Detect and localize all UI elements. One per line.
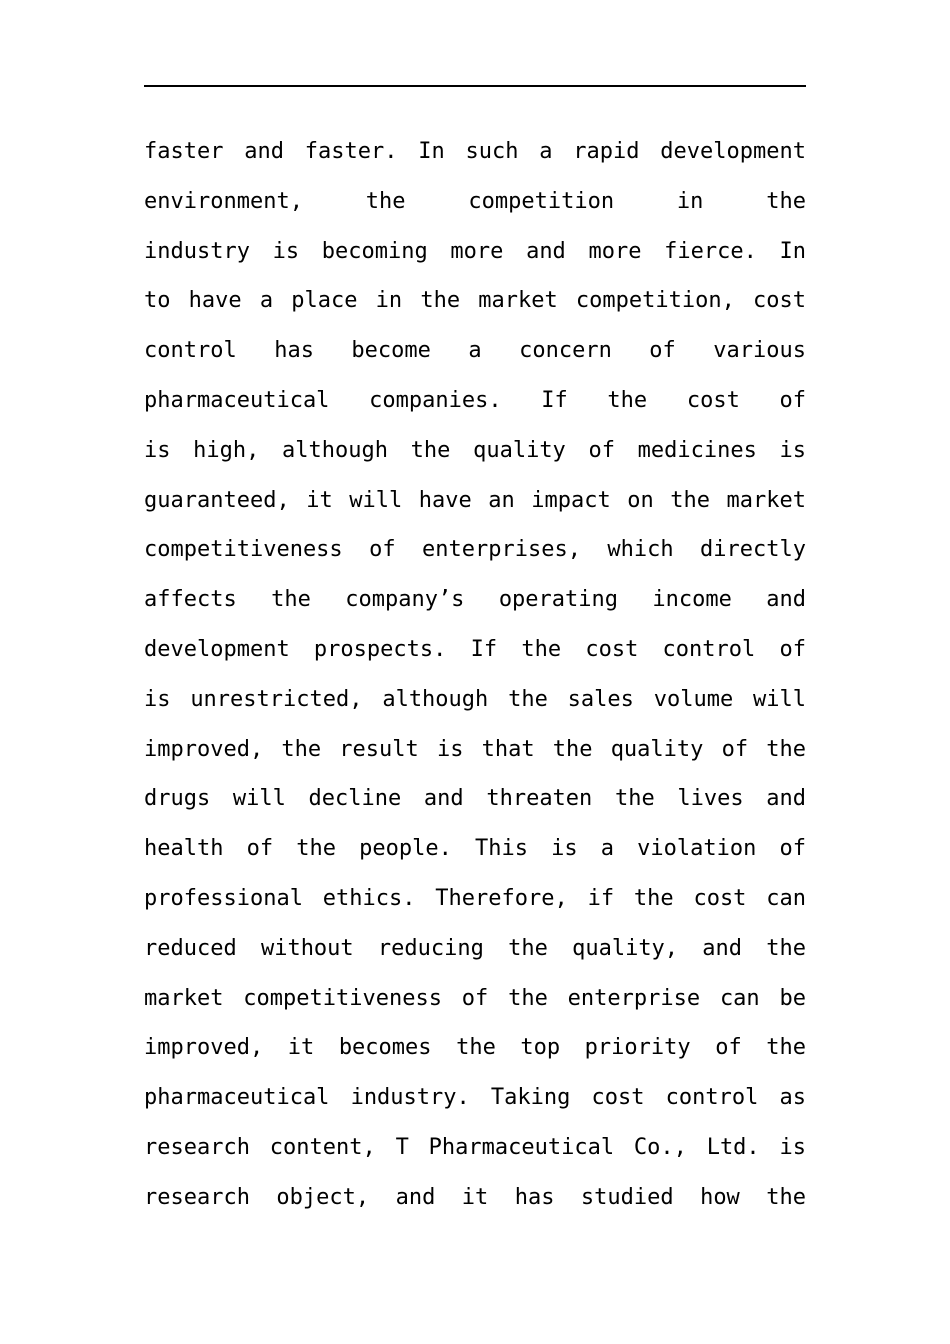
text-line: improved, it becomes the top priority of the: [144, 1035, 806, 1061]
text-line: affects the company’s operating income and: [144, 587, 806, 613]
text-line: guaranteed, it will have an impact on the market: [144, 487, 806, 513]
text-line: pharmaceutical companies. If the cost of: [144, 387, 806, 413]
text-line: market competitiveness of the enterprise can be: [144, 985, 806, 1011]
text-line: reduced without reducing the quality, and the: [144, 935, 806, 961]
text-line: control has become a concern of various: [144, 338, 806, 364]
text-line: competitiveness of enterprises, which directly: [144, 537, 806, 563]
text-line: pharmaceutical industry. Taking cost control as: [144, 1085, 806, 1111]
text-line: research content, T Pharmaceutical Co., Ltd. is: [144, 1134, 806, 1160]
text-line: research object, and it has studied how the: [144, 1184, 806, 1210]
text-line: is high, although the quality of medicines is: [144, 437, 806, 463]
text-line: environment, the competition in the: [144, 188, 806, 214]
text-line: professional ethics. Therefore, if the cost can: [144, 885, 806, 911]
text-line: industry is becoming more and more fierce. In: [144, 238, 806, 264]
text-line: faster and faster. In such a rapid development: [144, 139, 806, 164]
text-line: to have a place in the market competition, cost: [144, 288, 806, 314]
text-line: is unrestricted, although the sales volume will: [144, 686, 806, 712]
text-line: improved, the result is that the quality of the: [144, 736, 806, 762]
header-rule: [144, 85, 806, 87]
text-line: health of the people. This is a violation of: [144, 836, 806, 862]
body-paragraph: [144, 127, 806, 1223]
text-line: development prospects. If the cost control of: [144, 636, 806, 662]
text-line: drugs will decline and threaten the lives and: [144, 786, 806, 812]
